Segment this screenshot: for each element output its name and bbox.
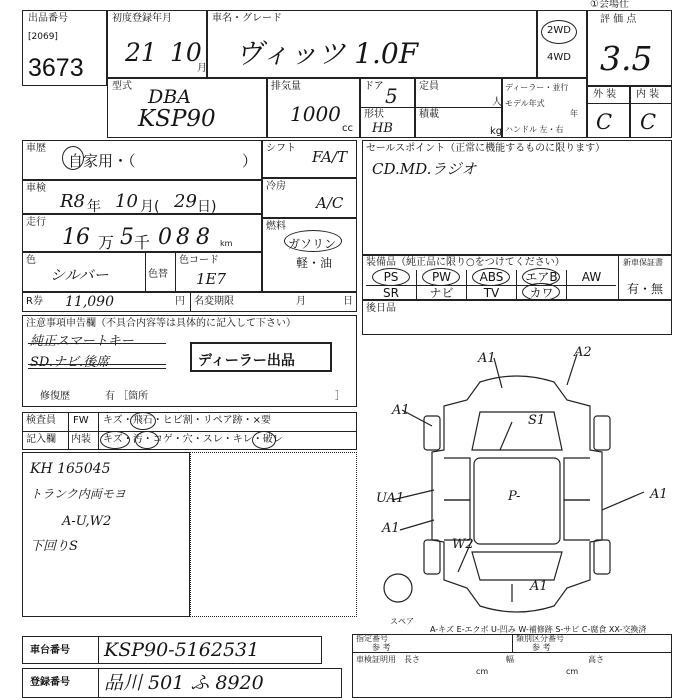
diagram-label: A1 [530,579,548,594]
lot-number: 3673 [28,54,84,82]
model-value-2: KSP90 [138,106,216,132]
inspector-row1-head: FW [73,415,89,426]
fuel-gasoline: ガソリン [288,237,337,251]
load-label: 積載 [419,109,439,120]
door-label: ドア [364,81,384,92]
displacement-unit: cc [342,123,353,134]
history-box [22,140,262,180]
meigi-month-unit: 月 [296,296,306,307]
shaken-year-unit: 年 [87,199,101,215]
mileage-hw-3: 0 [158,225,172,250]
cm-1: cm [476,667,489,676]
equipment-item: ナビ [416,285,466,300]
fuel-circle [284,230,342,252]
category-label: 類別区分番号 [516,634,564,643]
diagram-label: A1 [650,487,668,502]
mileage-hw-4: 8 [176,225,190,250]
shaken-month-unit: 月( [140,199,160,215]
shape-value: HB [372,121,393,136]
cm-2: cm [566,667,579,676]
dealer-stamp: ディーラー出品 [198,353,295,369]
model-year-unit: 年 [570,109,578,118]
mileage-unit-km: km [220,239,233,248]
color-exchange-label: 色替 [148,269,168,280]
sales-point-label: セールスポイント（正常に機能するものに限ります） [366,143,606,154]
capacity-label: 定員 [419,81,439,92]
diagram-label: A1 [478,351,496,366]
model-value-1: DBA [148,86,191,108]
load-unit: kg [490,126,503,137]
mileage-hw-2: 5 [120,225,134,250]
ext-label: 外 装 [593,89,617,100]
color-label: 色 [26,255,36,266]
rear-seat-label: 後日品 [366,303,396,314]
lot-number-label: 出品番号 [28,13,68,24]
model-year-label: モデル年式 [505,99,545,108]
inspector-row2-head: 内装 [71,434,91,445]
diagram-label: P- [508,489,521,504]
car-name-label: 車名・グレード [212,13,282,24]
designated-label: 指定番号 [356,634,388,643]
diagram-label: A2 [574,345,592,360]
first-reg-month-unit: 月 [197,63,207,74]
mileage-unit-sen: 千 [134,233,151,252]
handle-label: ハンドル 左・右 [505,125,564,134]
registration-value: 品川 501 ふ 8920 [104,672,264,694]
inspector-note-1: KH 165045 [30,461,111,477]
first-reg-year: 21 [125,38,157,67]
equipment-item: PW [416,270,466,285]
fuel-label: 燃料 [266,221,286,232]
equipment-circle [422,268,460,286]
width-label: 幅 [506,655,514,664]
warranty-label: 新車保証書 [623,258,663,267]
inspector-row1-items: キズ・飛石・ヒビ割・リペア跡・×要 [103,415,271,426]
diagram-label: A1 [382,521,400,536]
grade-value: 3.5 [600,39,653,78]
shaken-label: 車検 [26,183,46,194]
inspector-note-4: 下回りS [30,539,78,554]
equipment-item: エアB [516,270,566,285]
inspector-note-3: A-U,W2 [62,514,112,529]
ac-label: 冷房 [266,181,286,192]
equipment-circle [472,268,510,286]
equipment-circle [372,268,410,286]
equipment-item: AW [566,270,616,285]
dealer-label: ディーラー・並行 [505,83,569,92]
ref-1: 参 考 [372,643,391,652]
shift-value: FA/T [312,148,347,166]
shaken-month: 10 [115,191,138,212]
lot-small-number: [2069] [28,32,58,42]
drive-2wd: 2WD [547,25,571,36]
equipment-label: 装備品（純正品に限り○をつけてください） [366,257,565,268]
inspector-note-2: トランク内両モヨ [30,487,126,501]
cert-label: 車検証明用 [356,655,396,664]
history-label: 車歴 [26,143,46,154]
repair-bracket-close: ］ [335,391,345,402]
ref-2: 参 考 [532,643,551,652]
diagram-legend: A-キズ E-エクボ U-凹み W-補修跡 S-サビ C-腐食 XX-交換済 [430,625,647,634]
repair-label: 修復歴 [40,391,70,402]
inspector-row2-items: キズ・汚・コゲ・穴・スレ・キレ・破レ [103,434,283,445]
notes-label: 注意事項申告欄（不具合内容等は具体的に記入して下さい） [26,318,296,329]
rear-seat-box [362,300,672,335]
corner-text: ①会場仕 [590,0,629,10]
equipment-item: カワ [516,285,566,300]
mileage-hw-1: 16 [62,225,90,250]
mileage-label: 走行 [26,217,46,228]
length-label: 長さ [404,655,420,664]
recycle-yen: 円 [175,296,185,307]
car-damage-diagram [362,340,672,625]
door-value: 5 [385,84,398,108]
notes-struck-1: 純正スマートキー [30,334,134,349]
inspector-label-1: 検査員 [26,415,56,426]
shaken-year: R8 [60,191,86,212]
diagram-label: W2 [452,537,474,552]
shaken-day-unit: 日) [197,199,217,215]
int-value: C [640,110,657,134]
history-circle [62,146,84,170]
diagram-label: A1 [392,403,410,418]
height-label: 高さ [588,655,604,664]
repair-value: 有 ［箇所 [105,391,149,402]
history-value: 自家用・（ [68,152,136,170]
diagram-label: S1 [528,413,546,428]
shift-label: シフト [266,143,296,154]
color-code-label: 色コード [179,255,219,266]
color-value: シルバー [50,266,109,284]
first-reg-month: 10 [170,38,202,67]
ext-value: C [596,110,613,134]
meigi-label: 名変期限 [194,296,234,307]
capacity-unit: 人 [492,97,502,108]
ac-value: A/C [316,194,344,212]
chassis-value: KSP90-5162531 [104,639,260,661]
int-label: 内 装 [636,89,660,100]
sales-point-value: CD.MD.ラジオ [372,160,477,178]
car-name-value: ヴィッツ 1.0F [235,37,419,70]
diagram-footer: スペア [390,617,414,626]
registration-label: 登録番号 [30,677,70,688]
equipment-item: SR [366,285,416,300]
model-label: 型式 [112,81,132,92]
mileage-unit-man: 万 [98,233,115,252]
equipment-item: PS [383,270,399,284]
mileage-hw-5: 8 [196,225,210,250]
displacement-label: 排気量 [271,81,301,92]
diagram-label: UA1 [376,491,405,506]
recycle-value: 11,090 [65,294,114,310]
equipment-item: TV [466,285,516,300]
shaken-day: 29 [174,191,197,212]
first-reg-label: 初度登録年月 [112,13,172,24]
grade-label: 評 価 点 [600,14,637,25]
warranty-value: 有・無 [627,282,664,296]
equipment-circle [522,283,560,301]
meigi-day-unit: 日 [343,296,353,307]
fuel-light-oil: 軽・油 [296,256,333,270]
history-paren-close: ） [242,152,258,170]
drive-4wd: 4WD [547,52,571,63]
displacement-value: 1000 [290,102,341,126]
color-code-value: 1E7 [196,270,227,288]
notes-struck-2: SD.ナビ.後席 [30,355,110,370]
sales-point-box [362,140,672,255]
equipment-item: ABS [466,270,516,285]
chassis-label: 車台番号 [30,645,70,656]
equipment-item [566,285,616,300]
inspector-label-2: 記入欄 [26,434,56,445]
recycle-label: R券 [26,296,43,307]
equipment-grid [366,270,614,300]
shape-label: 形状 [364,109,384,120]
